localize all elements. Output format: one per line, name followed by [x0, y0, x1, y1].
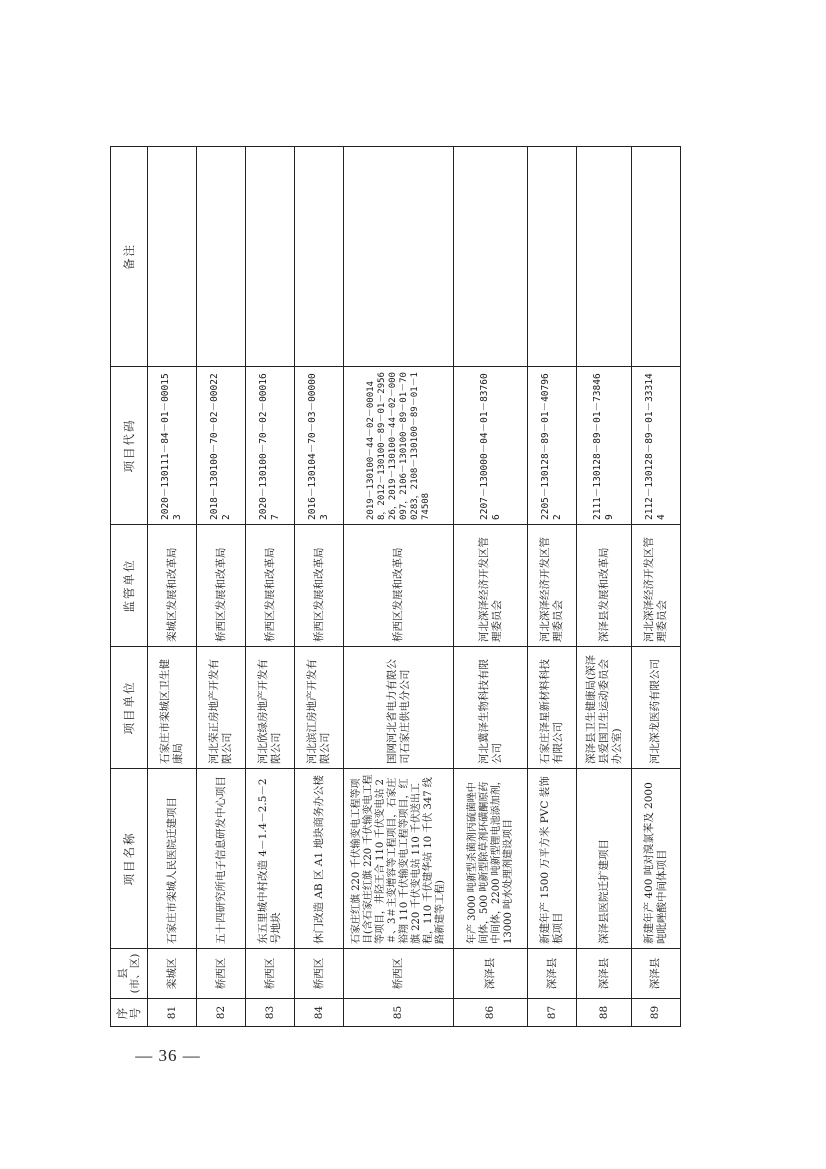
row-project-code: 2020－130100－70－02－000167	[246, 367, 295, 525]
table-row	[454, 147, 528, 1027]
table-row	[577, 147, 631, 1027]
row-remark	[344, 147, 454, 367]
row-remark	[295, 147, 344, 367]
row-project-code: 2018－130100－70－02－000222	[197, 367, 246, 525]
row-project-name: 东五里城中村改造 4－1.4－2.5－2 号地块	[246, 769, 295, 949]
row-project-unit: 深泽县卫生健康局(深泽县爱国卫生运动委员会办公室)	[577, 647, 631, 769]
table-row	[197, 147, 246, 1027]
header-code: 项目代码	[111, 367, 148, 525]
table-row	[344, 147, 454, 1027]
rotated-table-sheet	[110, 147, 681, 1027]
row-remark	[197, 147, 246, 367]
row-project-unit: 国网河北省电力有限公司石家庄供电分公司	[344, 647, 454, 769]
row-project-code: 2019－130100－44－02－000148，2012－130100－89－01－295626，2019－130100－44－02－000097，2106－130100－89－01－700283，2108－130100－89－01－174508	[344, 367, 454, 525]
row-county: 深泽县	[528, 949, 577, 999]
row-supervisor: 深泽县发展和改革局	[577, 525, 631, 647]
row-county: 桥西区	[344, 949, 454, 999]
table-row	[631, 147, 680, 1027]
row-remark	[577, 147, 631, 367]
row-seq: 86	[454, 999, 528, 1027]
row-project-code: 2016－130104－70－03－000003	[295, 367, 344, 525]
row-project-name: 新建年产 1500 万平方米 PVC 装饰板项目	[528, 769, 577, 949]
row-seq: 88	[577, 999, 631, 1027]
row-supervisor: 栾城区发展和改革局	[148, 525, 197, 647]
row-seq: 85	[344, 999, 454, 1027]
header-county: 县 (市、区)	[111, 949, 148, 999]
row-supervisor: 桥西区发展和改革局	[246, 525, 295, 647]
row-supervisor: 河北深泽经济开发区管理委员会	[454, 525, 528, 647]
row-seq: 81	[148, 999, 197, 1027]
table-row	[148, 147, 197, 1027]
row-county: 深泽县	[577, 949, 631, 999]
row-remark	[148, 147, 197, 367]
row-seq: 84	[295, 999, 344, 1027]
row-county: 深泽县	[454, 949, 528, 999]
row-project-unit: 石家庄泽星新材料科技有限公司	[528, 647, 577, 769]
project-table	[110, 146, 681, 1027]
row-supervisor: 桥西区发展和改革局	[295, 525, 344, 647]
row-county: 深泽县	[631, 949, 680, 999]
row-project-unit: 河北荣正房地产开发有限公司	[197, 647, 246, 769]
row-project-unit: 石家庄市栾城区卫生健康局	[148, 647, 197, 769]
row-remark	[528, 147, 577, 367]
header-name: 项目名称	[111, 769, 148, 949]
row-project-name: 深泽县医院迁扩建项目	[577, 769, 631, 949]
table-row	[246, 147, 295, 1027]
row-supervisor: 桥西区发展和改革局	[344, 525, 454, 647]
row-county: 栾城区	[148, 949, 197, 999]
table-row	[528, 147, 577, 1027]
header-remark: 备注	[111, 147, 148, 367]
row-remark	[631, 147, 680, 367]
header-supervisor: 监管单位	[111, 525, 148, 647]
row-supervisor: 河北深泽经济开发区管理委员会	[631, 525, 680, 647]
row-project-name: 石家庄红旗 220 千伏输变电工程等项目(含石家庄红旗 220 千伏输变电工程等项目，井陉王合 110 千伏变电站 2＃、3＃主变增容等工程项目，石家庄裕翔 110 千伏输变电工程等项目，红旗 220 千伏变电站 110 千伏送出工程，110 千伏建华站 10 千伏 347 线路新建等工程)	[344, 769, 454, 949]
row-county: 桥西区	[197, 949, 246, 999]
row-project-code: 2112－130128－89－01－333144	[631, 367, 680, 525]
row-project-code: 2111－130128－89－01－738469	[577, 367, 631, 525]
table-row	[295, 147, 344, 1027]
row-project-unit: 河北欣绿房地产开发有限公司	[246, 647, 295, 769]
row-project-code: 2205－130128－89－01－407962	[528, 367, 577, 525]
row-project-unit: 河北深龙医药有限公司	[631, 647, 680, 769]
row-remark	[454, 147, 528, 367]
row-supervisor: 河北深泽经济开发区管理委员会	[528, 525, 577, 647]
row-project-unit: 河北滨江房地产开发有限公司	[295, 647, 344, 769]
row-project-unit: 河北冀泽生物科技有限公司	[454, 647, 528, 769]
row-seq: 87	[528, 999, 577, 1027]
row-remark	[246, 147, 295, 367]
page-number: — 36 —	[135, 1046, 201, 1065]
row-seq: 83	[246, 999, 295, 1027]
row-project-name: 休门改造 AB 区 A1 地块商务办公楼	[295, 769, 344, 949]
row-supervisor: 桥西区发展和改革局	[197, 525, 246, 647]
row-project-code: 2207－130000－04－01－837606	[454, 367, 528, 525]
row-seq: 82	[197, 999, 246, 1027]
header-seq: 序号	[111, 999, 148, 1027]
table-header-row	[111, 147, 148, 1027]
row-county: 桥西区	[246, 949, 295, 999]
row-county: 桥西区	[295, 949, 344, 999]
row-seq: 89	[631, 999, 680, 1027]
row-project-code: 2020－130111－84－01－000153	[148, 367, 197, 525]
row-project-name: 新建年产 400 吨对溴氯苯及 2000 吨吡唑酸中间体项目	[631, 769, 680, 949]
row-project-name: 五十四研究所电子信息研发中心项目	[197, 769, 246, 949]
row-project-name: 年产 3000 吨新型杀菌剂丙硫菌唑中间体，500 吨新型除草剂环磺酮原药中间体，2200 吨新型锂电池添加剂，13000 吨水处理剂建设项目	[454, 769, 528, 949]
row-project-name: 石家庄市栾城人民医院迁建项目	[148, 769, 197, 949]
header-unit: 项目单位	[111, 647, 148, 769]
